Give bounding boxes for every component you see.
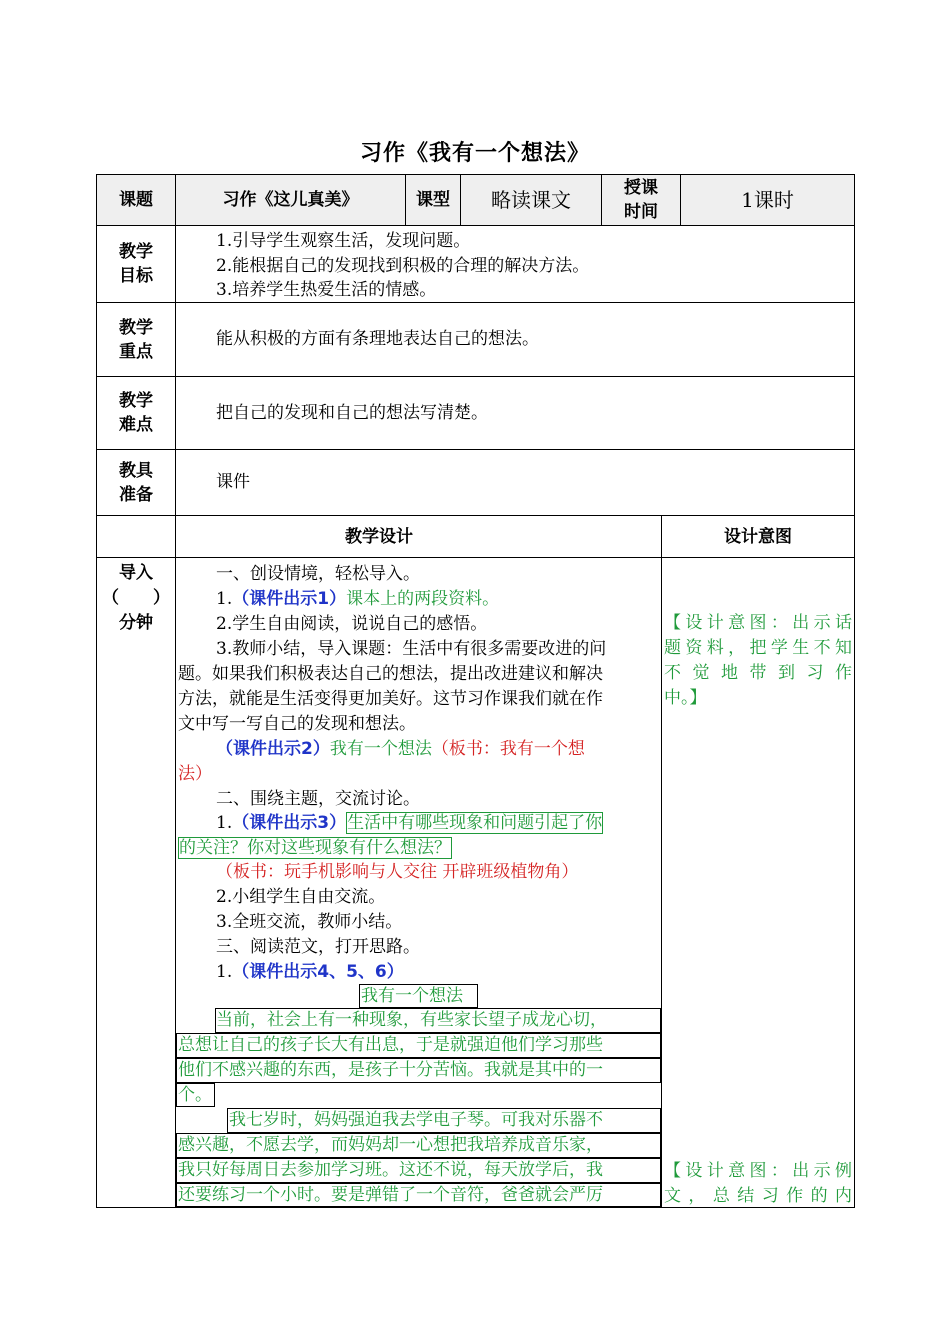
design-line: 法）	[178, 764, 212, 784]
difficulties-label: 教学难点	[119, 391, 153, 435]
tools-text: 课件	[216, 472, 250, 492]
key-points-label: 教学重点	[119, 317, 153, 362]
board-note: （板书：玩手机影响与人交往 开辟班级植物角）	[216, 862, 579, 882]
design-line: 1.（课件出示3）生活中有哪些现象和问题引起了你	[216, 813, 603, 833]
essay-line: 我七岁时，妈妈强迫我去学电子琴。可我对乐器不	[229, 1110, 603, 1130]
design-line: 一、创设情境，轻松导入。	[216, 564, 420, 584]
design-line: 的关注？你对这些现象有什么想法？	[179, 838, 451, 858]
design-line: 2.学生自由阅读，说说自己的感悟。	[216, 614, 488, 634]
objective-1: 1.引导学生观察生活，发现问题。	[216, 231, 471, 251]
essay-line: 个。	[178, 1085, 212, 1105]
essay-line: 当前，社会上有一种现象，有些家长望子成龙心切，	[216, 1010, 607, 1030]
type-label: 课型	[406, 175, 460, 225]
topic-value: 习作《这儿真美》	[176, 175, 405, 225]
page-title: 习作《我有一个想法》	[359, 140, 590, 166]
courseware-tag: （课件出示2）	[216, 739, 330, 759]
essay-line: 还要练习一个小时。要是弹错了一个音符，爸爸就会严厉	[178, 1185, 603, 1205]
design-line: 1.（课件出示4、5、6）	[216, 962, 404, 982]
design-line: 题。如果我们积极表达自己的想法，提出改进建议和解决	[178, 664, 603, 684]
tools-label: 教具准备	[119, 460, 153, 505]
hours-value: 1课时	[681, 175, 854, 225]
design-line: 3.教师小结，导入课题：生活中有很多需要改进的问	[216, 639, 607, 659]
courseware-tag: （课件出示4、5、6）	[232, 962, 404, 982]
intent-note: 【设计意图：出示话 题资料，把学生不知 不觉地带到习作 中。】	[664, 613, 852, 708]
phase-label: 导入	[119, 562, 153, 583]
essay-line: 我只好每周日去参加学习班。这还不说，每天放学后，我	[178, 1160, 603, 1180]
time-label: 授课时间	[602, 175, 680, 225]
intent-header: 设计意图	[724, 526, 792, 547]
essay-title: 我有一个想法	[361, 986, 463, 1006]
objective-3: 3.培养学生热爱生活的情感。	[216, 280, 437, 300]
intent-note: 【设计意图：出示例 文，总结习作的内	[664, 1161, 852, 1206]
essay-line: 总想让自己的孩子长大有出息，于是就强迫他们学习那些	[178, 1035, 603, 1055]
essay-line: 感兴趣，不愿去学，而妈妈却一心想把我培养成音乐家，	[178, 1135, 603, 1155]
courseware-tag: （课件出示3）	[232, 813, 347, 833]
design-line: （课件出示2）我有一个想法（板书：我有一个想	[216, 739, 585, 759]
design-line: 2.小组学生自由交流。	[216, 887, 386, 907]
courseware-tag: （课件出示1）	[232, 589, 347, 609]
design-line: 3.全班交流，教师小结。	[216, 912, 403, 932]
topic-label: 课题	[97, 175, 175, 225]
design-line: 文中写一写自己的发现和想法。	[178, 714, 416, 734]
design-line: 1.（课件出示1）课本上的两段资料。	[216, 589, 500, 609]
difficulties-text: 把自己的发现和自己的想法写清楚。	[216, 403, 488, 423]
phase-minutes-blank: （ ）	[102, 587, 170, 608]
design-line: 二、围绕主题，交流讨论。	[216, 789, 420, 809]
design-header: 教学设计	[345, 526, 413, 547]
phase-unit: 分钟	[119, 612, 153, 633]
essay-line: 他们不感兴趣的东西，是孩子十分苦恼。我就是其中的一	[178, 1060, 603, 1080]
type-value: 略读课文	[461, 175, 601, 225]
design-line: 方法，就能是生活变得更加美好。这节习作课我们就在作	[178, 689, 603, 709]
objective-2: 2.能根据自己的发现找到积极的合理的解决方法。	[216, 256, 590, 276]
objectives-label: 教学目标	[119, 242, 153, 286]
key-points-text: 能从积极的方面有条理地表达自己的想法。	[216, 329, 539, 349]
design-line: 三、阅读范文，打开思路。	[216, 937, 420, 957]
